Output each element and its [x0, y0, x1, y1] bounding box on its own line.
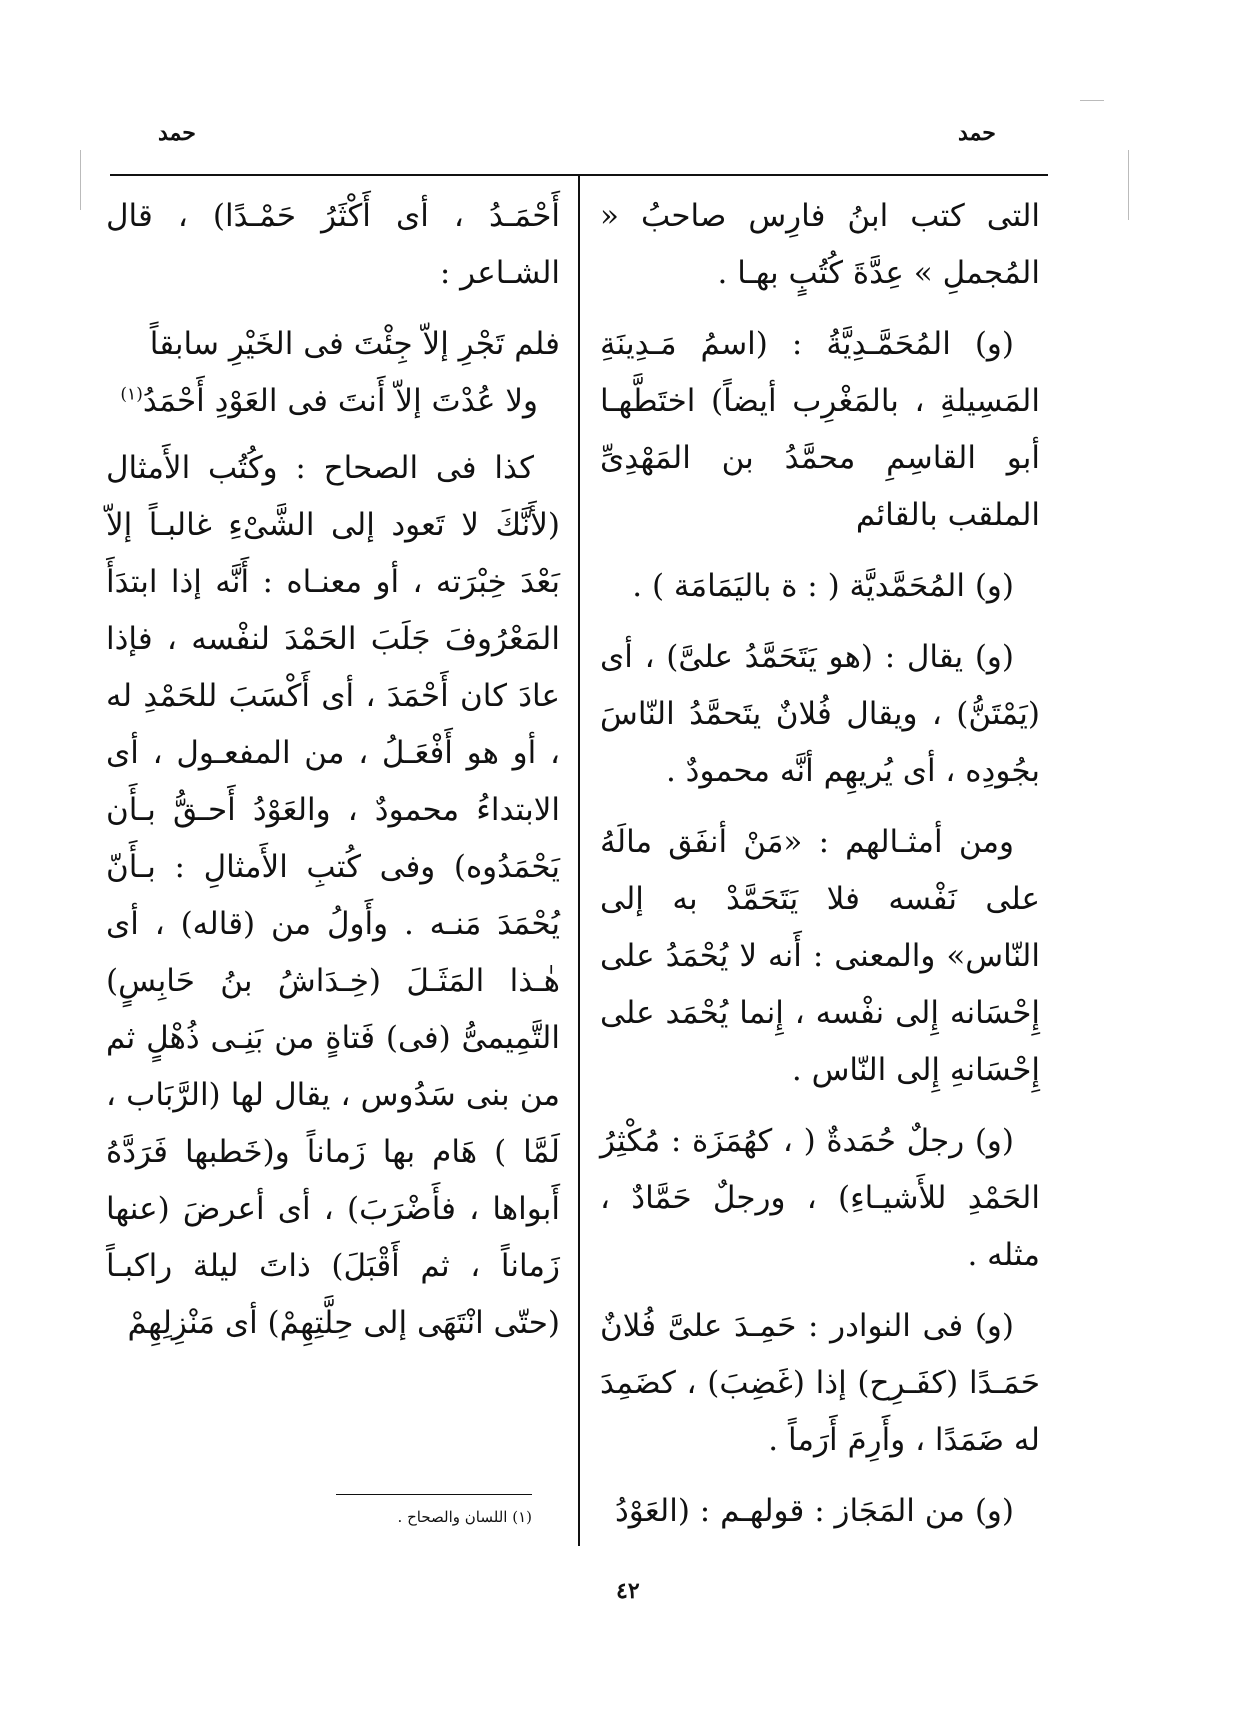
- footnote: (١) اللسان والصحاح .: [397, 1508, 532, 1526]
- verse-line-1: فلم تَجْرِ إلاّ جِئْتَ فى الخَيْرِ سابقاً: [149, 326, 560, 362]
- right-paragraph: (و) يقال : (هو يَتَحَمَّدُ علىَّ) ، أى (يَمْتَنُّ) ، ويقال فُلانٌ يتَحمَّدُ النّاسَ بجُودِه ، أى يُريهِم أنَّه محمودٌ .: [600, 639, 1040, 789]
- headword-right: حمد: [958, 120, 996, 146]
- right-paragraph: (و) فى النوادر : حَمِـدَ علىَّ فُلانٌ حَمَـدًا (كفَـرِح) إذا (غَضِبَ) ، كضَمِدَ له ضَمَدًا ، وأَرِمَ أَرَماً .: [600, 1308, 1040, 1458]
- scan-margin-mark: [80, 150, 81, 210]
- right-paragraph: (و) المُحَمَّديَّة ( : ة باليَمَامَة ) .: [632, 568, 1014, 604]
- right-paragraph: التى كتب ابنُ فارِس صاحبُ « المُجملِ » عِدَّةَ كُتُبٍ بهـا .: [600, 198, 1040, 291]
- verse-block: [106, 316, 560, 430]
- right-column: [600, 188, 1040, 1554]
- right-paragraph: ومن أمثـالهم : «مَنْ أنفَق مالَهُ على نَفْسه فلا يَتَحَمَّدْ به إلى النّاس» والمعنى : أَنه لا يُحْمَدُ على إِحْسَانه إِلى نفْسه ، إِنما يُحْمَد على إِحْسَانهِ إِلى النّاس .: [600, 824, 1040, 1088]
- column-divider: [578, 176, 580, 1546]
- scan-margin-dash: [1080, 100, 1104, 101]
- right-paragraph: (و) رجلٌ حُمَدةٌ ( ، كهُمَزَة : مُكْثِرُ الحَمْدِ للأَشيـاءِ) ، ورجلٌ حَمَّادٌ ، مثله .: [600, 1123, 1040, 1273]
- scan-margin-mark: [1128, 150, 1129, 220]
- left-paragraph: كذا فى الصحاح : وكُتُب الأَمثال (لأَنَّكَ لا تَعود إلى الشَّىْءِ غالبـاً إلاّ بَعْدَ خِبْرَته ، أو معنـاه : أَنَّه إذا ابتدَأَ المَعْرُوفَ جَلَبَ الحَمْدَ لنفْسه ، فإذا عادَ كان أَحْمَدَ ، أى أَكْسَبَ للحَمْدِ له ، أو هو أَفْعَـلُ ، من المفعـول ، أى الابتداءُ محمودٌ ، والعَوْدُ أَحـقُّ بـأَن يَحْمَدُوه) وفى كُتبِ الأَمثالِ : بـأَنّ يُحْمَدَ مَنـه . وأَولُ من (قاله) ، أى هٰـذا المَثَـلَ (خِـدَاشُ بنُ حَابِسٍ) التَّمِيمىُّ (فى) فَتاةٍ من بَنِـى ذُهْلٍ ثم من بنى سَدُوس ، يقال لها (الرَّبَاب ، لَمَّا ) هَام بها زَماناً و(خَطبها فَرَدَّهُ أَبواها ، فأَضْرَبَ) ، أى أعرضَ (عنها زَماناً ، ثم أَقْبَلَ) ذاتَ ليلة راكبـاً (حتّى انْتَهَى إلى حِلَّتِهِمْ) أى مَنْزِلِهِمْ: [106, 450, 560, 1341]
- headword-left: حمد: [158, 120, 196, 146]
- left-paragraph: أَحْمَـدُ ، أى أَكْثَرُ حَمْـدًا) ، قال الشـاعر :: [106, 198, 560, 291]
- left-column: [106, 188, 560, 1366]
- verse-line-2: [106, 373, 560, 430]
- footnote-rule: [336, 1494, 532, 1495]
- right-paragraph: (و) المُحَمَّـدِيَّةُ : (اسمُ مَـدِينَةِ المَسِيلةِ ، بالمَغْرِب أيضاً) اختَطَّهـا أبو القاسِمِ محمَّدُ بن المَهْدِىِّ الملقب بالقائم: [600, 326, 1040, 533]
- verse-line-2-text: ولا عُدْتَ إلاّ أَنتَ فى العَوْدِ أَحْمَدُ: [142, 383, 538, 419]
- footnote-reference: (١): [120, 384, 143, 405]
- page-number: ٤٢: [616, 1578, 640, 1604]
- right-paragraph: (و) من المَجَاز : قولهـم : (العَوْدُ: [615, 1493, 1014, 1529]
